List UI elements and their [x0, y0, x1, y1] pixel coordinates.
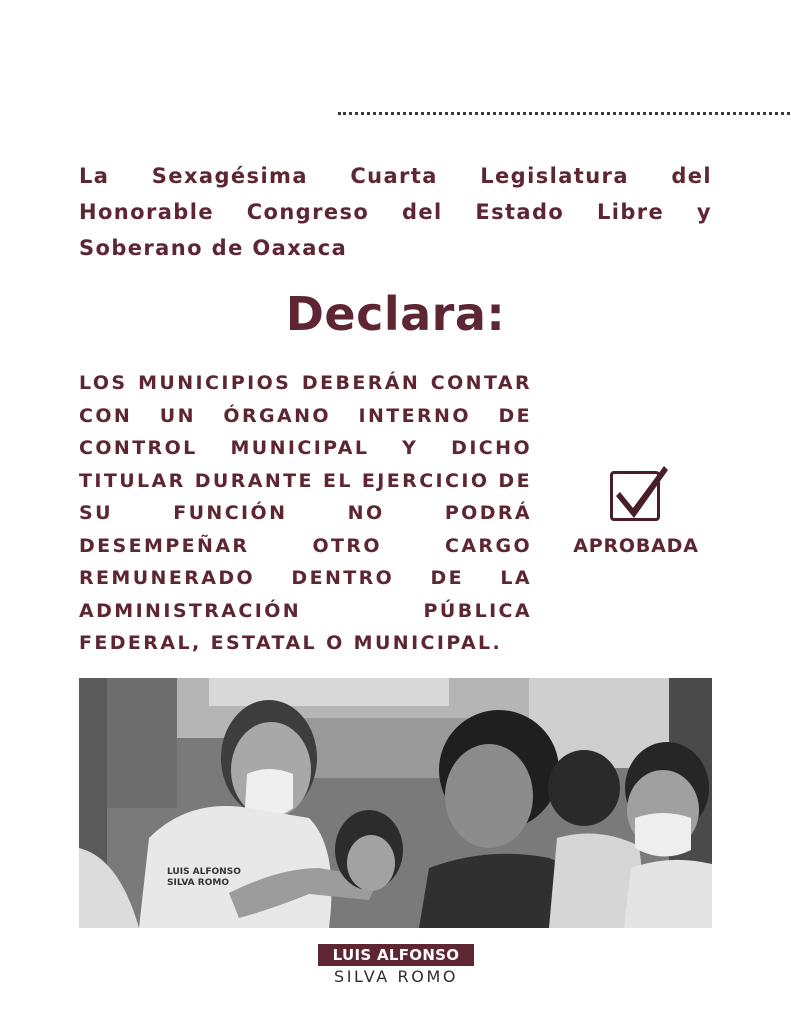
campaign-photo — [79, 678, 712, 928]
shirt-text-line2: SILVA ROMO — [167, 878, 229, 888]
approval-status-label: APROBADA — [573, 535, 699, 557]
brand-name-line1: LUIS ALFONSO — [318, 944, 474, 966]
declaration-heading: Declara: — [285, 287, 506, 341]
intro-text: La Sexagésima Cuarta Legislatura del Honorable Congreso del Estado Libre y Soberano de Oaxaca — [79, 164, 712, 260]
shirt-text-line1: LUIS ALFONSO — [167, 867, 241, 877]
dotted-divider — [338, 112, 790, 115]
brand-name-line2: SILVA ROMO — [333, 967, 459, 986]
checkbox-checked-icon — [606, 462, 670, 524]
declaration-statement: LOS MUNICIPIOS DEBERÁN CONTAR CON UN ÓRGANO INTERNO DE CONTROL MUNICIPAL Y DICHO TITULAR DURANTE EL EJERCICIO DE SU FUNCIÓN NO PODRÁ DESEMPEÑAR OTRO CARGO REMUNERADO DENTRO DE LA ADMINISTRACIÓN PÚBLICA FEDERAL, ESTATAL O MUNICIPAL. — [79, 372, 532, 654]
brand-logo — [318, 944, 474, 988]
